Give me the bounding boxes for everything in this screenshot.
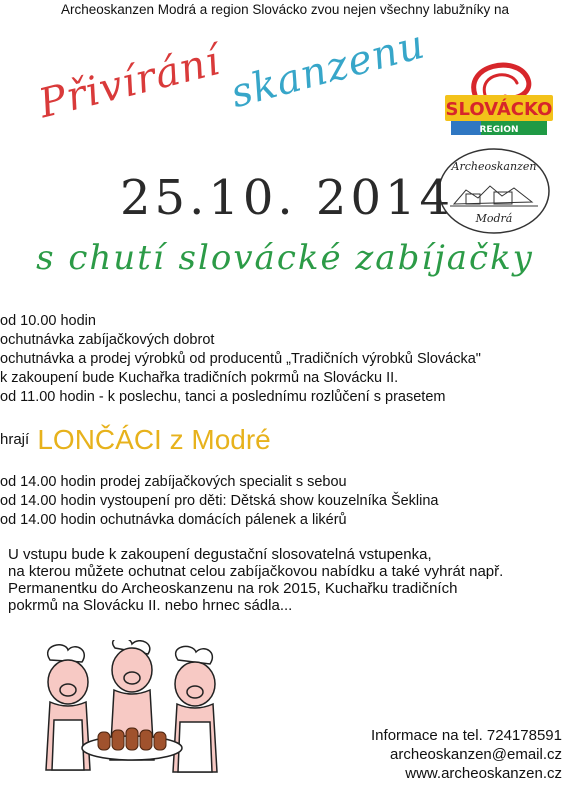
note-line: Permanentku do Archeoskanzenu na rok 2015, Kuchařku tradičních [8, 580, 458, 597]
event-date: 25.10. 2014 [120, 170, 455, 226]
slovacko-word: SLOVÁCKO [445, 99, 553, 120]
band-line [0, 424, 271, 456]
program-line: ochutnávka zabíjačkových dobrot [0, 332, 215, 348]
contact-email[interactable]: archeoskanzen@email.cz [390, 746, 562, 763]
ticket-note [8, 546, 568, 614]
program-line: k zakoupení bude Kuchařka tradičních pokrmů na Slovácku II. [0, 370, 399, 386]
event-subtitle: s chutí slovácké zabíjačky [36, 238, 534, 278]
program-line: ochutnávka a prodej výrobků od producentů „Tradičních výrobků Slovácka" [0, 351, 481, 367]
contact-website[interactable]: www.archeoskanzen.cz [405, 765, 562, 782]
note-line: pokrmů na Slovácku II. nebo hrnec sádla... [8, 597, 293, 614]
pig-chefs-icon [20, 640, 240, 800]
contact-phone: Informace na tel. 724178591 [371, 727, 562, 744]
program-line: od 11.00 hodin - k poslechu, tanci a poslednímu rozlůčení s prasetem [0, 389, 446, 405]
intro-text: Archeoskanzen Modrá a region Slovácko zvou nejen všechny labužníky na [60, 2, 509, 17]
afternoon-line: od 14.00 hodin vystoupení pro děti: Dětská show kouzelníka Šeklina [0, 493, 439, 509]
note-line: na kterou můžete ochutnat celou zabíjačkovou nabídku a také vyhrát např. [8, 563, 504, 580]
contact-info [340, 726, 562, 783]
region-word: REGION [479, 125, 519, 135]
afternoon-line: od 14.00 hodin prodej zabíjačkových specialit s sebou [0, 474, 347, 490]
band-name: LONČÁCI z Modré [37, 424, 271, 455]
seal-top-text: Archeoskanzen [451, 160, 537, 173]
note-line: U vstupu bude k zakoupení degustační slosovatelná vstupenka, [8, 546, 432, 563]
band-prefix: hrají [0, 431, 30, 448]
title-line-1: Přivírání [34, 37, 225, 128]
seal-bottom-text: Modrá [475, 212, 513, 225]
program-line: od 10.00 hodin [0, 313, 96, 329]
title-line-2: skanzenu [226, 21, 430, 118]
afternoon-line: od 14.00 hodin ochutnávka domácích pálenek a likérů [0, 512, 347, 528]
slovacko-region-logo [445, 55, 553, 143]
